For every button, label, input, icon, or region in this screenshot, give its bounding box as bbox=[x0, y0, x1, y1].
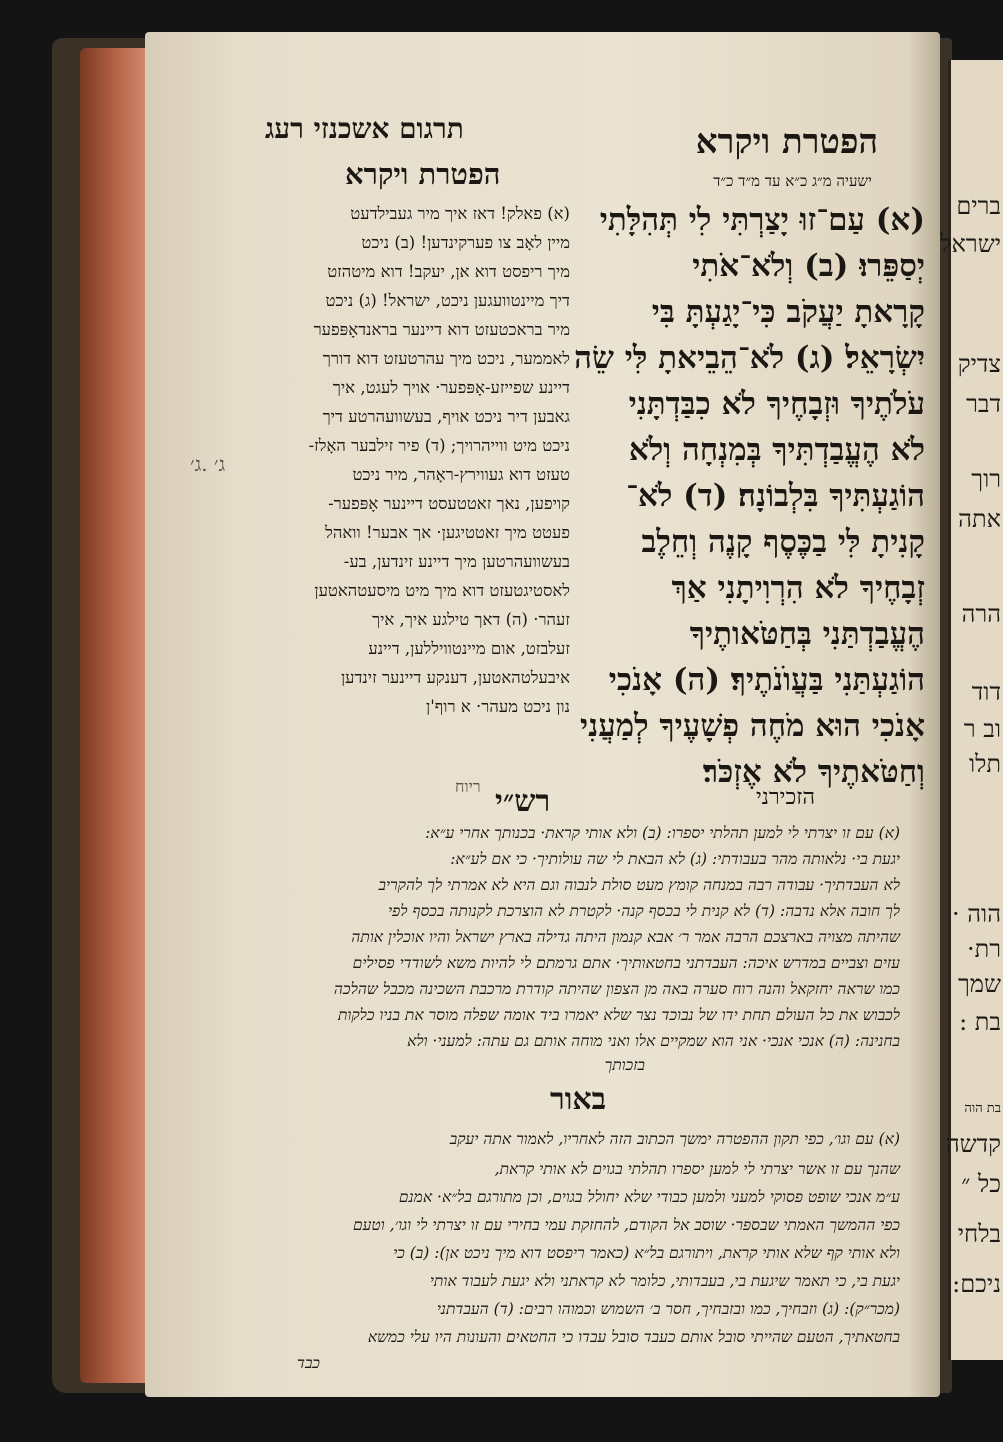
scripture-reference: ישעיה מ״ג כ״א עד מ״ד כ״ד bbox=[713, 172, 872, 190]
next-page-fragment: שמך bbox=[957, 970, 1001, 998]
next-page-fragment: ניכם: bbox=[952, 1270, 1001, 1298]
rashi-line: לכבוש את כל העולם תחת ידו של נבוכד נצר שלא יאמרו ביד אומה שפלה מוסר את בניו כלקות bbox=[337, 1006, 900, 1024]
hebrew-line: עֹלֹתֶיךָ וּזְבָחֶיךָ לֹא כִבַּדְתָּנִי bbox=[628, 386, 925, 422]
translation-line: מיין לאָב צו פערקינדען! (ב) ניכט bbox=[361, 233, 570, 252]
hebrew-line: לֹא הֶעֱבַדְתִּיךָ בְּמִנְחָה וְלֹא bbox=[628, 432, 925, 468]
next-page-fragment: בת : bbox=[959, 1008, 1001, 1036]
next-page-edge bbox=[940, 60, 1003, 1360]
next-page-fragment: וב ר bbox=[963, 715, 1001, 743]
biur-line: כפי ההמשך האמתי שבספר· שוסב אל הקודם, להחזקת עמי בחירי עם זו יצרתי לי וגו׳, וטעם bbox=[352, 1216, 900, 1234]
main-title: הפטרת ויקרא bbox=[695, 122, 878, 162]
next-page-fragment: רוך bbox=[971, 465, 1001, 493]
catchword: הזכירני bbox=[755, 785, 815, 810]
next-page-fragment: רת· bbox=[966, 935, 1001, 963]
biur-line: ולא אותי קף שלא אותי קראת, ויתורגם בל״א (כאמר ריפסט דוא מיך ניכט אן): (ב) כי bbox=[393, 1244, 900, 1262]
next-page-fragment: בת הוה bbox=[964, 1101, 1001, 1116]
next-page-fragment: הרה bbox=[961, 600, 1001, 628]
hebrew-line: אָנֹכִי הוּא מֹחֶה פְשָׁעֶיךָ לְמַעֲנִי bbox=[580, 708, 925, 744]
hebrew-line: הוֹגַעְתַּנִי בַּעֲוֺנֹתֶיךָ׃ (ה) אָנֹכִי bbox=[608, 662, 925, 698]
next-page-fragment: בלחי bbox=[957, 1220, 1001, 1248]
rashi-line: כמו שראה יחזקאל והנה רוח סערה באה מן הצפון שהיתה קודרת מרכבת השכינה מכבל שהלכה bbox=[333, 980, 900, 998]
next-page-fragment: דוד bbox=[971, 678, 1001, 706]
translation-line: לאממער, ניכט מיך עהרטעזט דוא דורך bbox=[322, 349, 570, 368]
hebrew-line: וְחַטֹּאתֶיךָ לֹא אֶזְכֹּר׃ bbox=[702, 754, 925, 790]
translation-header: תרגום אשכנזי רעג bbox=[265, 112, 464, 145]
hebrew-line: זְבָחֶיךָ לֹא הִרְוִיתָנִי אַךְ bbox=[671, 570, 925, 606]
translation-line: מיך ריפסט דוא אן, יעקב! דוא מיטהזט bbox=[327, 262, 570, 281]
margin-note: ריוח bbox=[455, 777, 481, 796]
translation-line: איבעלטהאטען, דענקע דיינער זינדען bbox=[340, 668, 570, 687]
translation-line: פעטט מיך זאטטיגען· אך אבער! וואהל bbox=[325, 523, 570, 542]
hebrew-line: הֶעֱבַדְתַּנִי בְּחַטֹּאותֶיךָ bbox=[689, 616, 925, 652]
biur-line: בחטאתיך, הטעם שהייתי סובל אותם כעבד סובל עבדו כי החטאים והעונות היו עלי כמשא bbox=[367, 1328, 900, 1346]
biur-line: (מכר״ק): (ג) וזבחיך, כמו ובזבחיך, חסר ב׳ השמוש וכמוהו רבים: (ד) העבדתני bbox=[436, 1300, 900, 1318]
rashi-line: לא העבדתיך· עבודה רבה במנחה קומץ מעט סולת לנבוה וגם היא לא אמרתי לך להקריב bbox=[378, 876, 900, 894]
hebrew-line: יְסַפֵּרוּ׃ (ב) וְלֹא־אֹתִי bbox=[692, 248, 925, 284]
rashi-line: שהיתה מצויה בארצכם הרבה אמר ר׳ אבא קנמון היתה גדילה בארץ ישראל והיו אוכלין אותה bbox=[351, 928, 900, 946]
rashi-line: (א) עם זו יצרתי לי למען תהלתי יספרו: (ב) ולא אותי קראת· בכנותך אחרי ע״א: bbox=[425, 824, 900, 842]
translation-line: ניכט מיט ווייהרויך; (ד) פיר זילבער האָלז- bbox=[308, 436, 570, 455]
translation-line: לאסטיגטעזט דוא מיך מיט מיסעטהאטען bbox=[314, 581, 570, 600]
rashi-catchword: בזכותך bbox=[604, 1056, 645, 1074]
translation-line: זעלבזט, אום מיינטוויללען, דיינע bbox=[368, 639, 570, 658]
translation-line: מיר בראכטעזט דוא דיינער בראנדאָפּפער bbox=[313, 320, 570, 339]
hebrew-line: (א) עַם־זוּ יָצַרְתִּי לִי תְּהִלָּתִי bbox=[599, 202, 925, 238]
translation-line: זעהר· (ה) דאך טילגע איך, איך bbox=[371, 610, 570, 629]
translation-line: דיך מיינטוועגען ניכט, ישראל! (ג) ניכט bbox=[325, 291, 570, 310]
translation-line: דיינע שפייזע-אָפּפער· אויך לעגט, איך bbox=[332, 378, 570, 397]
biur-title: באור bbox=[550, 1082, 607, 1117]
translation-line: (א) פאלק! דאז איך מיר געבילדעט bbox=[350, 204, 570, 223]
translation-title: הפטרת ויקרא bbox=[345, 157, 501, 191]
biur-line: ע״מ אנכי שופט פסוקי למעני ולמען כבודי שלא יחולל בגוים, וכן מתורגם בל״א· אמנם bbox=[398, 1188, 900, 1206]
hebrew-line: יִשְׂרָאֵל׃ (ג) לֹא־הֵבֵיאתָ לִּי שֵׂה bbox=[574, 340, 925, 376]
biur-line: שהנך עם זו אשר יצרתי לי למען יספרו תהלתי בגוים לא אותי קראת, bbox=[494, 1160, 900, 1178]
margin-note: ג׳ .ג׳ bbox=[190, 452, 226, 476]
next-page-fragment: ברים bbox=[956, 192, 1001, 220]
rashi-line: בחנינה: (ה) אנכי אנכי· אני הוא שמקיים אלו ואני מוחה אותם גם עתה: למעני· ולא bbox=[407, 1032, 900, 1050]
rashi-line: יגעת בי· נלאותה מהר בעבודתי: (ג) לא הבאת לי שה עולותיך· כי אם לע״א: bbox=[450, 850, 900, 868]
translation-line: קויפען, נאך זאטטעסט דיינער אָפּפער- bbox=[328, 494, 570, 513]
next-page-fragment: צדיק bbox=[957, 350, 1001, 378]
biur-line: (א) עם וגו׳, כפי תקון ההפטרה ימשך הכתוב הזה לאחריו, לאמור אתה יעקב bbox=[449, 1130, 900, 1148]
rashi-line: עזים וצביים במדרש איכה: העבדתני בחטאותיך· אתם גרמתם לי להיות משא לשודדי פסילים bbox=[352, 954, 900, 972]
translation-line: גאבען דיר ניכט אויף, בעשוועהרטע דיך bbox=[322, 407, 570, 426]
next-page-fragment: הוה · bbox=[951, 900, 1001, 928]
translation-line: בעשוועהרטען מיך דיינע זינדען, בע- bbox=[343, 552, 570, 571]
next-page-fragment: כל ״ bbox=[961, 1170, 1001, 1198]
next-page-fragment: קדשה bbox=[945, 1130, 1001, 1158]
translation-line: טעזט דוא געווירץ-ראָהר, מיר ניכט bbox=[352, 465, 570, 484]
hebrew-line: הוֹגַעְתִּיךָ בִּלְבוֹנָה׃ (ד) לֹא־ bbox=[626, 478, 925, 514]
hebrew-line: קָרָאתָ יַעֲקֹב כִּי־יָגַעְתָּ בִּי bbox=[651, 294, 925, 330]
next-page-fragment: תלו bbox=[968, 750, 1001, 778]
biur-catchword: כבד bbox=[296, 1354, 320, 1372]
rashi-title: רש״י bbox=[495, 784, 551, 819]
next-page-fragment: ישראל bbox=[940, 230, 1001, 258]
next-page-fragment: דבר bbox=[966, 390, 1001, 418]
biur-line: יגעת בי, כי תאמר שיגעת בי, בעבדותי, כלומר לא קראתני ולא יגעת לעבוד אותי bbox=[429, 1272, 900, 1290]
translation-line: נון ניכט מעהר· א רוף'ן bbox=[426, 697, 570, 716]
rashi-line: לך חובה אלא נדבה: (ד) לא קנית לי בכסף קנה· לקטרת לא הוצרכת לקנותה בכסף לפי bbox=[388, 902, 900, 920]
book-page bbox=[145, 32, 940, 1397]
next-page-fragment: אתה bbox=[958, 505, 1001, 533]
hebrew-line: קָנִיתָ לִּי בַכֶּסֶף קָנֶה וְחֵלֶב bbox=[641, 524, 925, 560]
